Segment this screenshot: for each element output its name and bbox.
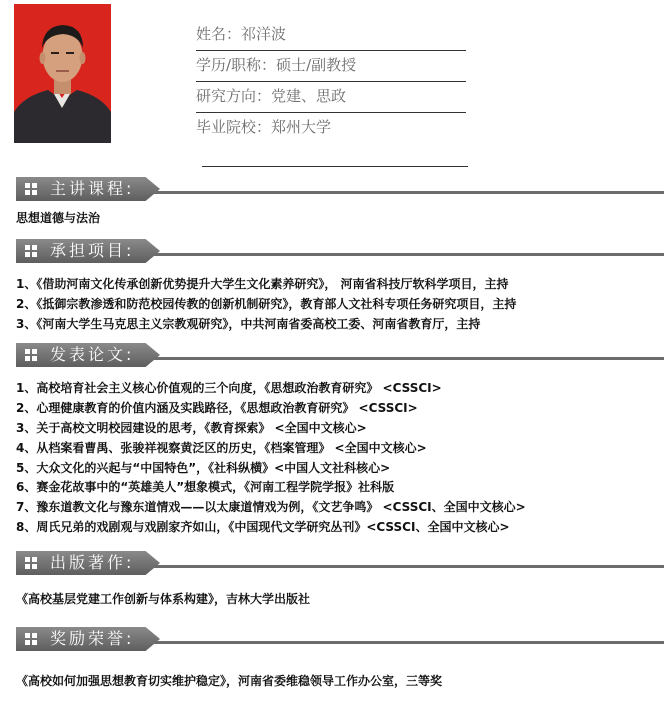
section-header-awards	[16, 627, 664, 651]
profile-divider	[202, 166, 468, 167]
books-list	[16, 589, 666, 609]
name-value: 祁洋波	[241, 25, 287, 43]
section-title: 奖励荣誉:	[50, 629, 135, 648]
profile-research-row	[196, 82, 466, 113]
grid-icon	[25, 349, 38, 362]
section-header-courses	[16, 177, 664, 201]
degree-value: 硕士/副教授	[276, 56, 357, 74]
section-rule	[154, 191, 664, 194]
courses-list	[16, 208, 666, 228]
list-item: 3、《河南大学生马克思主义宗教观研究》，中共河南省委高校工委、河南省教育厅，主持	[16, 317, 481, 331]
section-rule	[154, 253, 664, 256]
grid-icon	[25, 557, 38, 570]
list-item: 8、周氏兄弟的戏剧观与戏剧家齐如山，《中国现代文学研究丛刊》<CSSCI、全国中文核心>	[16, 520, 510, 535]
papers-list	[16, 379, 666, 538]
list-item: 6、赛金花故事中的“英雄美人”想象模式，《河南工程学院学报》社科版	[16, 480, 395, 495]
list-item: 5、大众文化的兴起与“中国特色”，《社科纵横》<中国人文社科核心>	[16, 460, 391, 475]
list-item: 3、关于高校文明校园建设的思考，《教育探索》 <全国中文核心>	[16, 420, 367, 435]
list-item: 2、《抵御宗教渗透和防范校园传教的创新机制研究》，教育部人文社科专项任务研究项目，主持	[16, 297, 517, 311]
portrait-illustration	[14, 4, 111, 143]
profile-degree-row	[196, 51, 466, 82]
profile-info	[196, 20, 466, 144]
section-title: 承担项目:	[50, 241, 135, 260]
list-item: 1、《借助河南文化传承创新优势提升大学生文化素养研究》， 河南省科技厅软科学项目，主持	[16, 277, 509, 291]
profile-school-row	[196, 113, 466, 144]
list-item: 7、豫东道教文化与豫东道情戏——以太康道情戏为例，《文艺争鸣》 <CSSCI、全国中文核心>	[16, 500, 526, 515]
school-label: 毕业院校：	[196, 118, 272, 136]
grid-icon	[25, 183, 38, 196]
section-header-papers	[16, 343, 664, 367]
list-item: 1、高校培育社会主义核心价值观的三个向度，《思想政治教育研究》 <CSSCI>	[16, 381, 442, 395]
section-rule	[154, 357, 664, 360]
projects-list	[16, 274, 666, 334]
section-title: 发表论文:	[50, 345, 135, 364]
grid-icon	[25, 245, 38, 258]
list-item: 《高校如何加强思想教育切实维护稳定》，河南省委维稳领导工作办公室，三等奖	[16, 674, 443, 688]
name-label: 姓名：	[196, 25, 242, 43]
list-item: 思想道德与法治	[16, 211, 101, 225]
school-value: 郑州大学	[271, 118, 332, 136]
section-rule	[154, 641, 664, 644]
list-item: 《高校基层党建工作创新与体系构建》，吉林大学出版社	[16, 592, 311, 606]
section-title: 主讲课程:	[50, 179, 135, 198]
research-value: 党建、思政	[271, 87, 347, 105]
section-title: 出版著作:	[50, 553, 135, 572]
section-rule	[154, 565, 664, 568]
awards-list	[16, 671, 666, 691]
list-item: 2、心理健康教育的价值内涵及实践路径，《思想政治教育研究》 <CSSCI>	[16, 400, 418, 415]
section-header-books	[16, 551, 664, 575]
profile-name-row	[196, 20, 466, 51]
profile-photo	[14, 4, 111, 143]
list-item: 4、从档案看曹禺、张骏祥视察黄泛区的历史，《档案管理》 <全国中文核心>	[16, 440, 427, 455]
degree-label: 学历/职称：	[196, 56, 277, 74]
grid-icon	[25, 633, 38, 646]
section-header-projects	[16, 239, 664, 263]
research-label: 研究方向：	[196, 87, 272, 105]
